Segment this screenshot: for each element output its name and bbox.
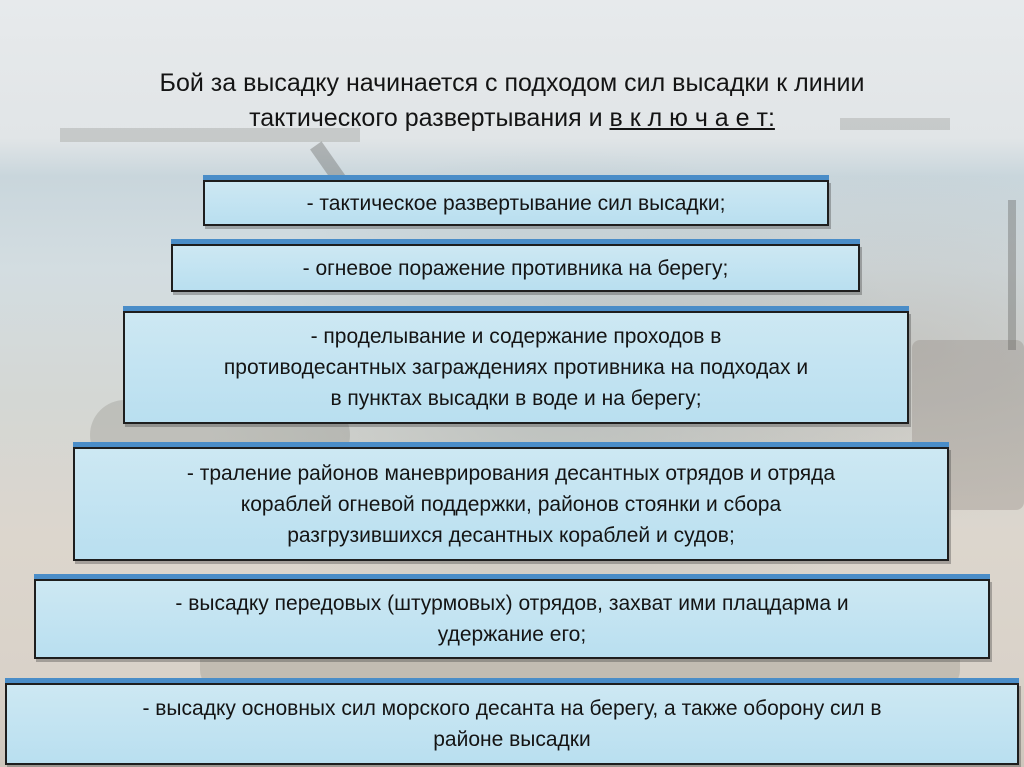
heading-line-2-prefix: тактического развертывания и	[249, 104, 610, 132]
list-item-line: - высадку основных сил морского десанта на берегу, а также оборону сил в	[142, 697, 882, 720]
list-item-text	[142, 693, 881, 755]
list-item-text	[224, 321, 808, 414]
list-item-text	[307, 188, 726, 219]
list-item-3	[123, 311, 909, 424]
list-item-text	[175, 588, 848, 650]
list-item-line: кораблей огневой поддержки, районов стоянки и сбора	[240, 492, 782, 516]
list-item-6	[5, 683, 1019, 765]
list-item-line: разгрузившихся десантных кораблей и судов;	[287, 523, 735, 547]
list-item-line: противодесантных заграждениях противника на подходах и	[223, 356, 809, 379]
list-item-5	[34, 579, 990, 659]
heading-spaced-word: в к л ю ч а е т:	[609, 104, 775, 132]
list-item-line: - высадку передовых (штурмовых) отрядов, захват ими плацдарма и	[175, 592, 849, 615]
list-item-1	[203, 180, 829, 226]
list-item-line: - тактическое развертывание сил высадки;	[306, 191, 726, 215]
list-item-line: - проделывание и содержание проходов в	[310, 325, 722, 348]
list-item-line: районе высадки	[433, 728, 591, 751]
list-item-2	[171, 244, 860, 292]
list-item-line: удержание его;	[437, 623, 587, 646]
list-item-4	[73, 447, 949, 561]
list-item-line: - огневое поражение противника на берегу;	[302, 256, 729, 280]
background-mast	[1008, 200, 1016, 350]
list-item-line: в пунктах высадки в воде и на берегу;	[330, 387, 702, 410]
list-item-text	[303, 253, 729, 284]
heading-line-2	[40, 101, 984, 136]
list-item-text	[187, 458, 835, 551]
heading-line-1: Бой за высадку начинается с подходом сил высадки к линии	[159, 69, 865, 97]
list-item-line: - траление районов маневрирования десантных отрядов и отряда	[186, 461, 836, 485]
slide-heading	[40, 66, 984, 136]
